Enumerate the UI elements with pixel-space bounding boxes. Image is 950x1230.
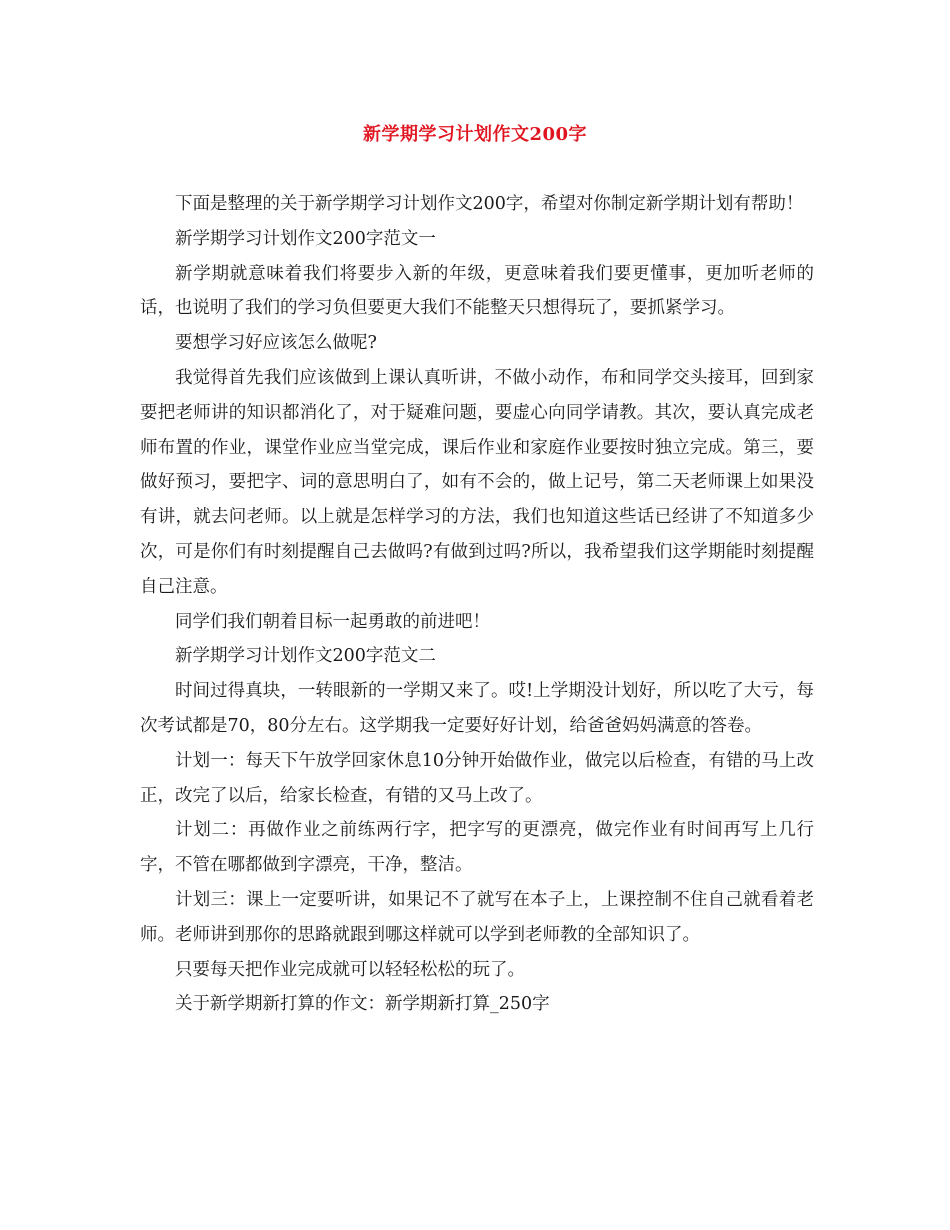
paragraph: 下面是整理的关于新学期学习计划作文200字，希望对你制定新学期计划有帮助！ — [175, 194, 804, 214]
section-heading: 新学期学习计划作文200字范文二 — [175, 646, 436, 667]
paragraph: 计划三：课上一定要听讲，如果记不了就写在本子上，上课控制不住自己就看着老师。老师讲到那你的思路就跟到哪这样就可以学到老师教的全部知识了。 — [140, 889, 814, 945]
paragraph: 只要每天把作业完成就可以轻轻松松的玩了。 — [175, 959, 525, 980]
paragraph: 我觉得首先我们应该做到上课认真听讲，不做小动作，布和同学交头接耳，回到家要把老师讲的知识都消化了，对于疑难问题，要虚心向同学请教。其次，要认真完成老师布置的作业，课堂作业应当堂完成，课后作业和家庭作业要按时独立完成。第三，要做好预习，要把字、词的意思明白了，如有不会的，做上记号，第二天老师课上如果没有讲，就去问老师。以上就是怎样学习的方法，我们也知道这些话已经讲了不知道多少次，可是你们有时刻提醒自己去做吗?有做到过吗?所以，我希望我们这学期能时刻提醒自己注意。 — [140, 367, 814, 597]
paragraph: 时间过得真块，一转眼新的一学期又来了。哎!上学期没计划好，所以吃了大亏，每次考试都是70，80分左右。这学期我一定要好好计划，给爸爸妈妈满意的答卷。 — [140, 681, 814, 736]
section-heading: 新学期学习计划作文200字范文一 — [175, 228, 436, 249]
document-title: 新学期学习计划作文200字 — [362, 124, 588, 145]
paragraph: 新学期就意味着我们将要步入新的年级，更意味着我们要更懂事，更加听老师的话，也说明了我们的学习负但要更大我们不能整天只想得玩了，要抓紧学习。 — [140, 263, 814, 319]
paragraph: 计划二：再做作业之前练两行字，把字写的更漂亮，做完作业有时间再写上几行字，不管在哪都做到字漂亮，干净，整洁。 — [140, 820, 814, 876]
section-heading: 关于新学期新打算的作文：新学期新打算_250字 — [175, 994, 550, 1015]
document-body — [140, 187, 814, 1022]
paragraph: 要想学习好应该怎么做呢? — [175, 333, 377, 354]
paragraph: 同学们我们朝着目标一起勇敢的前进吧！ — [175, 611, 490, 632]
paragraph: 计划一：每天下午放学回家休息10分钟开始做作业，做完以后检查，有错的马上改正，改完了以后，给家长检查，有错的又马上改了。 — [140, 750, 814, 806]
